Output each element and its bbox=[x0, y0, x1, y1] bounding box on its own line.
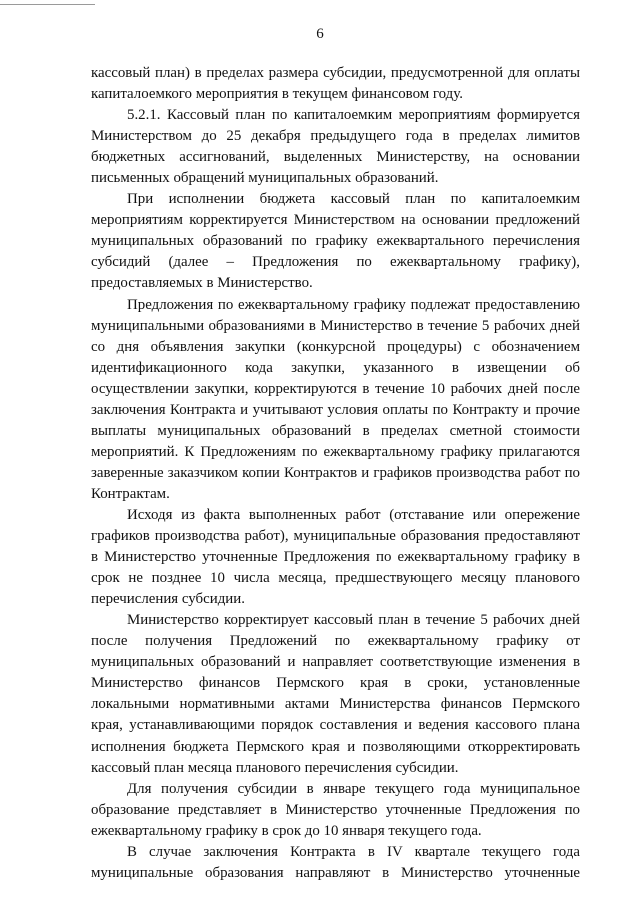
paragraph-january-subsidy: Для получения субсидии в январе текущего года муниципальное образование представляет в Министерство уточненные Предложения по ежеквартальному графику в срок до 10 января текущего года. bbox=[91, 780, 580, 839]
page-number: 6 bbox=[316, 26, 324, 42]
document-body bbox=[91, 63, 580, 884]
paragraph-budget-execution: При исполнении бюджета кассовый план по капиталоемким мероприятиям корректируется Министерством на основании предложений муниципальных образований по графику ежеквартального перечисления субсидий (далее – Предложения по ежеквартальному графику), предоставляемых в Министерство. bbox=[91, 191, 580, 292]
paragraph-fourth-quarter: В случае заключения Контракта в IV квартале текущего года муниципальные образования направляют в Министерство уточненные bbox=[91, 843, 580, 881]
paragraph-continuation: кассовый план) в пределах размера субсидии, предусмотренной для оплаты капиталоемкого мероприятия в текущем финансовом году. bbox=[91, 65, 580, 103]
paragraph-work-progress: Исходя из факта выполненных работ (отставание или опережение графиков производства работ), муниципальные образования предоставляют в Министерство уточненные Предложения по ежеквартальному графику в срок не позднее 10 числа месяца, предшествующего месяцу планового перечисления субсидии. bbox=[91, 506, 580, 608]
header-rule bbox=[0, 4, 95, 5]
paragraph-5-2-1: 5.2.1. Кассовый план по капиталоемким мероприятиям формируется Министерством до 25 декабря предыдущего года в пределах лимитов бюджетных ассигнований, выделенных Министерству, на основании письменных обращений муниципальных образований. bbox=[91, 107, 580, 187]
paragraph-proposals-submission: Предложения по ежеквартальному графику подлежат предоставлению муниципальными образованиями в Министерство в течение 5 рабочих дней со дня объявления закупки (конкурсной процедуры) с обозначением идентификационного кода закупки, указанного в извещении об осуществлении закупки, корректируются в течение 10 рабочих дней после заключения Контракта и учитывают условия оплаты по Контракту и прочие выплаты муниципальных образований в пределах сметной стоимости мероприятий. К Предложениям по ежеквартальному графику прилагаются заверенные заказчиком копии Контрактов и графиков производства работ по Контрактам. bbox=[91, 296, 580, 502]
paragraph-plan-correction: Министерство корректирует кассовый план в течение 5 рабочих дней после получения Предложений по ежеквартальному графику от муниципальных образований и направляет соответствующие изменения в Министерство финансов Пермского края в сроки, установленные локальными нормативными актами Министерства финансов Пермского края, устанавливающими порядок составления и ведения кассового плана исполнения бюджета Пермского края и позволяющими откорректировать кассовый план месяца планового перечисления субсидии. bbox=[91, 612, 580, 776]
